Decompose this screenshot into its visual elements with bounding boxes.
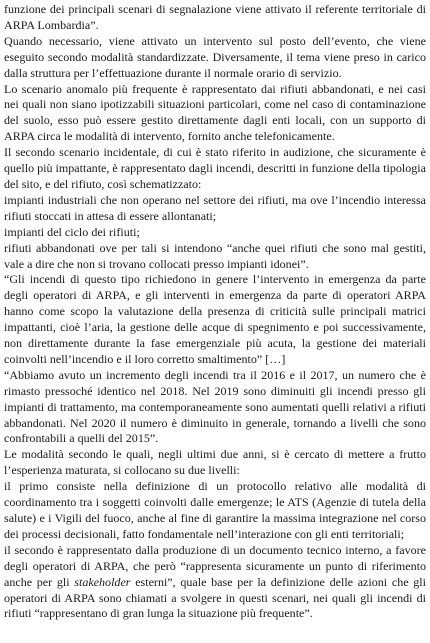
paragraph-due-livelli: Le modalità secondo le quali, negli ultimi due anni, si è cercato di mettere a frutto l’esperienza maturata, si collocano su due livelli: (4, 447, 426, 478)
list-item-primo-livello: il primo consiste nella definizione di un protocollo relativo alle modalità di coordinamento tra i soggetti coinvolti dalle emergenze; le ATS (Agenzie di tutela della salute) e i Vigili del fuoco, anche al fine di garantire la massima integrazione nel corso dei processi decisionali, fatto fondamentale nell’interazione con gli enti territoriali; (4, 479, 426, 541)
paragraph-scenario-incendi: Il secondo scenario incidentale, di cui è stato riferito in audizione, che sicuramente è quello più impattante, è rappresentato dagli incendi, descritti in funzione della tipologia del sito, e del rifiuto, così schematizzato: (4, 145, 426, 191)
stakeholder-emphasis: stakeholder (74, 574, 131, 589)
paragraph-rifiuti-abbandonati: Lo scenario anomalo più frequente è rappresentato dai rifiuti abbandonati, e nei casi nei quali non siano ipotizzabili situazioni particolari, come nel caso di contaminazione del suolo, esso può essere gestito direttamente dagli enti locali, con un supporto di ARPA circa le modalità di intervento, fornito anche telefonicamente. (4, 81, 426, 144)
list-item-ciclo-rifiuti: impianti del ciclo dei rifiuti; (4, 224, 140, 239)
list-item-rifiuti-abbandonati: rifiuti abbandonati ove per tali si intendono “anche quei rifiuti che sono mal gestiti, vale a dire che non si trovano collocati presso impianti idonei”. (4, 240, 426, 271)
quote-interventi-emergenza: “Gli incendi di questo tipo richiedono in genere l’intervento in emergenza da parte degli operatori di ARPA, e gli interventi in emergenza da parte di operatori ARPA hanno come scopo la valutazione della presenza di criticità sulle principali matrici impattanti, cioè l’aria, la gestione delle acque di spegnimento e poi successivamente, non direttamente durante la fase emergenziale più acuta, la gestione dei materiali coinvolti nell’incendio e il loro corretto smaltimento” […] (4, 272, 426, 366)
secondo-livello-text-before: il secondo è rappresentato dalla produzione di un documento tecnico interno, a favore degli operatori di ARPA, che però “rappresenta sicuramente un punto di riferimento anche per gli (4, 542, 426, 589)
paragraph-referente: funzione dei principali scenari di segnalazione viene attivato il referente territoriale di ARPA Lombardia”. (4, 2, 426, 32)
secondo-livello-text-after: esterni”, quale base per la definizione delle azioni che gli operatori di ARPA sono chiamati a svolgere in questi scenari, nei quali gli incendi di rifiuti “rappresentano di gran lunga la situazione più frequente”. (4, 574, 426, 621)
list-item-secondo-livello (4, 543, 426, 623)
list-item-impianti-industriali: impianti industriali che non operano nel settore dei rifiuti, ma ove l’incendio interessa rifiuti stoccati in attesa di essere allontanati; (4, 192, 426, 223)
paragraph-intervento: Quando necessario, viene attivato un intervento sul posto dell’evento, che viene eseguito secondo modalità standardizzate. Diversamente, il tema viene preso in carico dalla struttura per l’effettuazione durante il normale orario di servizio. (4, 33, 426, 80)
quote-incremento-incendi: “Abbiamo avuto un incremento degli incendi tra il 2016 e il 2017, un numero che è rimasto pressoché identico nel 2018. Nel 2019 sono diminuiti gli incendi presso gli impianti di trattamento, ma contemporaneamente sono aumentati quelli relativi a rifiuti abbandonati. Nel 2020 il numero è diminuito in generale, tornando a livelli che sono confrontabili a quelli del 2015”. (4, 367, 426, 446)
